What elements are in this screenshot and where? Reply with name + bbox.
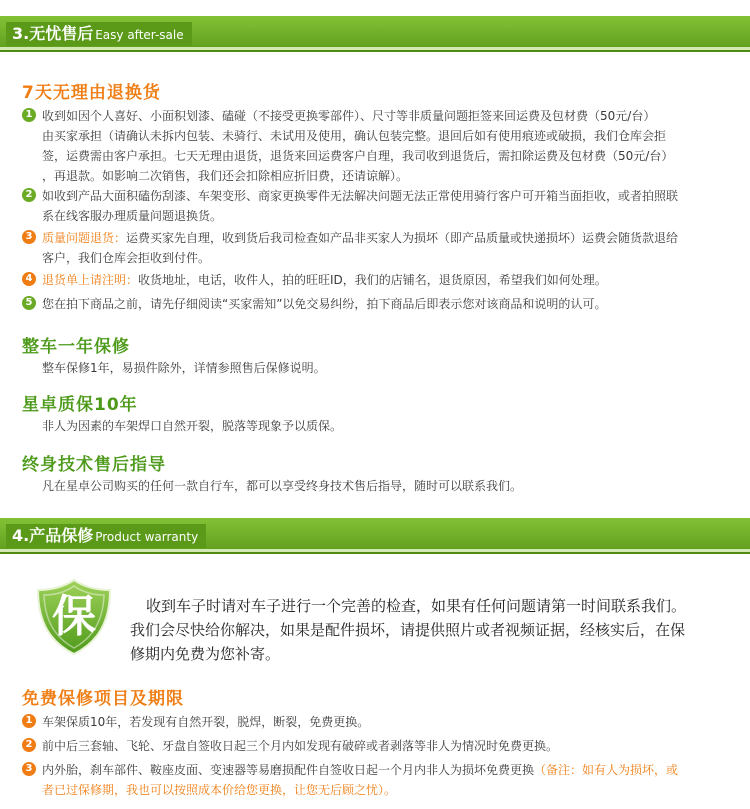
text-line: 收到如因个人喜好、小面积划漆、磕碰（不接受更换零部件）、尺寸等非质量问题拒签来回运费及包材费（50元/台） [42,109,656,123]
return-item-2 [22,186,738,226]
text-line: 您在拍下商品之前，请先仔细阅读“买家需知”以免交易纠纷，拍下商品后即表示您对该商品和说明的认可。 [42,297,607,311]
text-line: 如收到产品大面积磕伤刮漆、车架变形、商家更换零件无法解决问题无法正常使用骑行客户可开箱当面拒收，或者拍照联 [42,189,679,203]
number-badge-1: 1 [22,108,36,122]
free-warranty-item-2-text: 前中后三套轴、飞轮、牙盘自签收日起三个月内如发现有破碎或者剥落等非人为情况时免费更换。 [42,739,559,753]
number-badge-2: 2 [22,188,36,202]
return-item-5 [22,294,738,314]
text-line: ，再退款。如影响二次销售，我们还会扣除相应折旧费，还请谅解）。 [42,169,409,183]
frame-warranty-text: 整车保修1年，易损件除外，详情参照售后保修说明。 [42,361,326,375]
return-item-5-text [42,294,606,314]
quality-warranty-text: 非人为因素的车架焊口自然开裂，脱落等现象予以质保。 [42,419,343,433]
number-badge-3: 3 [22,230,36,244]
lifetime-support-text: 凡在星卓公司购买的任何一款自行车，都可以享受终身技术售后指导，随时可以联系我们。 [42,479,523,493]
shield-character: 保 [52,591,96,642]
quality-return-label: 质量问题退货： [42,231,127,245]
banner-stripe [0,47,750,50]
number-badge-4: 4 [22,272,36,286]
text-span: 内外胎，刹车部件、鞍座皮面、变速器等易磨损配件自签收日起一个月内非人为损坏免费更换 [42,763,535,777]
number-badge-5: 5 [22,296,36,310]
free-warranty-heading: 免费保修项目及期限 [22,689,184,709]
section-4-title-zh: 4.产品保修 [12,526,94,545]
text-line [42,270,607,290]
return-heading: 7天无理由退换货 [22,83,161,103]
intro-line: 修期内免费为您补寄。 [130,645,281,663]
section-4-banner [0,518,750,554]
text-span: 收货地址，电话，收件人，拍的旺旺ID，我们的店铺名，退货原因，希望我们如何处理。 [138,273,607,287]
text-line: 由买家承担（请确认未拆内包装、未骑行、未试用及使用，确认包装完整。退回后如有使用痕迹或破损，我们仓库会拒 [42,129,667,143]
free-warranty-item-1 [22,712,738,732]
return-item-3-text [42,228,678,268]
return-item-1-text [42,106,673,186]
text-line: 签，运费需由客户承担。七天无理由退货，退货来回运费客户自理，我司收到退货后，需扣除运费及包材费（50元/台） [42,149,674,163]
return-item-2-text [42,186,678,226]
number-badge-3: 3 [22,762,36,776]
section-3-title-zh: 3.无忧售后 [12,24,94,43]
warranty-intro [130,594,730,666]
banner-stripe [0,549,750,552]
free-warranty-item-3 [22,760,738,800]
warranty-shield-icon [34,578,114,656]
text-span: 运费买家先自理，收到货后我司检查如产品非买家人为损坏（即产品质量或快递损坏）运费会随货款退给 [126,231,679,245]
section-4-title-en: Product warranty [95,530,199,544]
number-badge-1: 1 [22,714,36,728]
return-note-label: 退货单上请注明： [42,273,139,287]
note-line: 者已过保修期，我也可以按照成本价给您更换，让您无后顾之忧）。 [42,783,397,797]
frame-warranty-heading: 整车一年保修 [22,337,130,357]
quality-warranty-heading: 星卓质保10年 [22,395,138,415]
intro-line: 收到车子时请对车子进行一个完善的检查，如果有任何问题请第一时间联系我们。 [146,597,687,615]
text-line: 客户，我们仓库会拒收到付件。 [42,251,211,265]
text-line: 系在线客服办理质量问题退换货。 [42,209,223,223]
lifetime-support-heading: 终身技术售后指导 [22,455,166,475]
free-warranty-item-1-text: 车架保质10年，若发现有自然开裂，脱焊，断裂，免费更换。 [42,715,370,729]
return-item-4 [22,270,738,290]
text-line [42,228,678,248]
return-item-1 [22,106,738,186]
free-warranty-item-2 [22,736,738,756]
section-3-title-en: Easy after-sale [95,28,184,42]
intro-line: 我们会尽快给你解决，如果是配件损坏，请提供照片或者视频证据，经核实后，在保 [130,621,686,639]
return-item-4-text [42,270,607,290]
section-3-title [6,22,192,46]
free-warranty-item-3-text [42,760,678,800]
return-item-3 [22,228,738,268]
text-line [42,760,678,780]
number-badge-2: 2 [22,738,36,752]
section-4-title [6,524,206,548]
section-3-banner [0,16,750,52]
note-span: （备注：如有人为损坏，或 [534,763,679,777]
